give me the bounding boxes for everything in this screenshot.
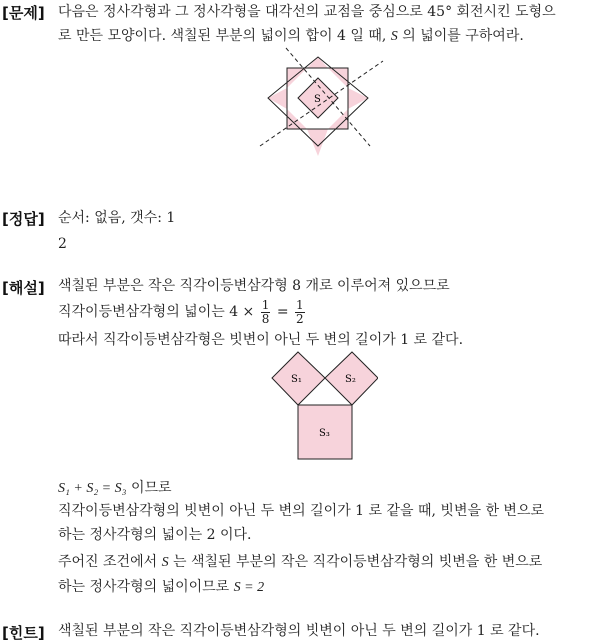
problem-line-1: 다음은 정사각형과 그 정사각형을 대각선의 교점을 중심으로 45° 회전시킨 도형으 bbox=[58, 4, 556, 20]
solution-line-5: 직각이등변삼각형의 빗변이 아닌 두 변의 길이가 1 로 같을 때, 빗변을 한 변으로 bbox=[58, 503, 545, 519]
label-s1: S₁ bbox=[291, 374, 302, 385]
shaded-triangle bbox=[328, 68, 348, 88]
shaded-triangle bbox=[268, 88, 287, 109]
solution-line-7-text: 주어진 조건에서 bbox=[58, 554, 162, 570]
fraction-1-2 bbox=[295, 299, 305, 326]
solution-line-6: 하는 정사각형의 넓이는 2 이다. bbox=[58, 527, 252, 543]
fraction-numerator: 1 bbox=[296, 297, 304, 312]
label-s3: S₃ bbox=[319, 428, 330, 439]
rotated-squares-figure bbox=[258, 46, 388, 166]
hint-line-1: 색칠된 부분의 작은 직각이등변삼각형의 빗변이 아닌 두 변의 길이가 1 로 같다. bbox=[58, 623, 540, 639]
solution-line-4 bbox=[58, 479, 172, 498]
shaded-triangle bbox=[328, 109, 348, 129]
answer-value: 2 bbox=[58, 236, 67, 252]
solution-label: [해설] bbox=[2, 279, 45, 297]
hint-label: [힌트] bbox=[2, 624, 45, 642]
solution-line-8-text: 하는 정사각형의 넓이이므로 bbox=[58, 579, 234, 595]
problem-line-2-text: 로 만든 모양이다. 색칠된 부분의 넓이의 합이 4 일 때, bbox=[58, 28, 391, 44]
solution-line-7 bbox=[58, 553, 542, 572]
pythagoras-squares bbox=[272, 352, 378, 459]
problem-line-2 bbox=[58, 27, 524, 46]
var-s: S bbox=[161, 555, 169, 570]
shaded-triangle bbox=[287, 68, 307, 88]
label-s2: S₂ bbox=[345, 374, 356, 385]
fraction-denominator: 2 bbox=[296, 311, 304, 326]
equation-s-equals-2: S = 2 bbox=[233, 580, 265, 595]
answer-line-1: 순서: 없음, 갯수: 1 bbox=[58, 210, 176, 226]
fraction-denominator: 8 bbox=[261, 311, 270, 326]
var-s: S bbox=[390, 29, 398, 44]
answer-label: [정답] bbox=[2, 210, 45, 228]
label-s: S bbox=[314, 94, 321, 105]
solution-line-2-text: 직각이등변삼각형의 넓이는 4 × bbox=[58, 304, 259, 320]
problem-label: [문제] bbox=[2, 4, 45, 22]
shaded-triangle bbox=[307, 129, 328, 156]
solution-line-4-tail: 이므로 bbox=[126, 480, 172, 496]
fraction-numerator: 1 bbox=[261, 297, 270, 312]
solution-line-1: 색칠된 부분은 작은 직각이등변삼각형 8 개로 이루어져 있으므로 bbox=[58, 278, 450, 294]
equals-sign: = bbox=[272, 304, 294, 320]
solution-line-8 bbox=[58, 578, 264, 597]
equation-s1-s2-s3: S₁ + S₂ = S₃ bbox=[58, 481, 127, 496]
problem-line-2-tail: 의 넓이를 구하여라. bbox=[397, 28, 524, 44]
solution-line-3: 따라서 직각이등변삼각형은 빗변이 아닌 두 변의 길이가 1 로 같다. bbox=[58, 332, 464, 348]
solution-line-2 bbox=[58, 298, 307, 326]
solution-line-7-tail: 는 색칠된 부분의 작은 직각이등변삼각형의 빗변을 한 변으로 bbox=[168, 554, 543, 570]
fraction-1-8 bbox=[261, 299, 271, 326]
pythagoras-figure bbox=[268, 350, 378, 460]
shaded-triangle bbox=[348, 88, 368, 109]
